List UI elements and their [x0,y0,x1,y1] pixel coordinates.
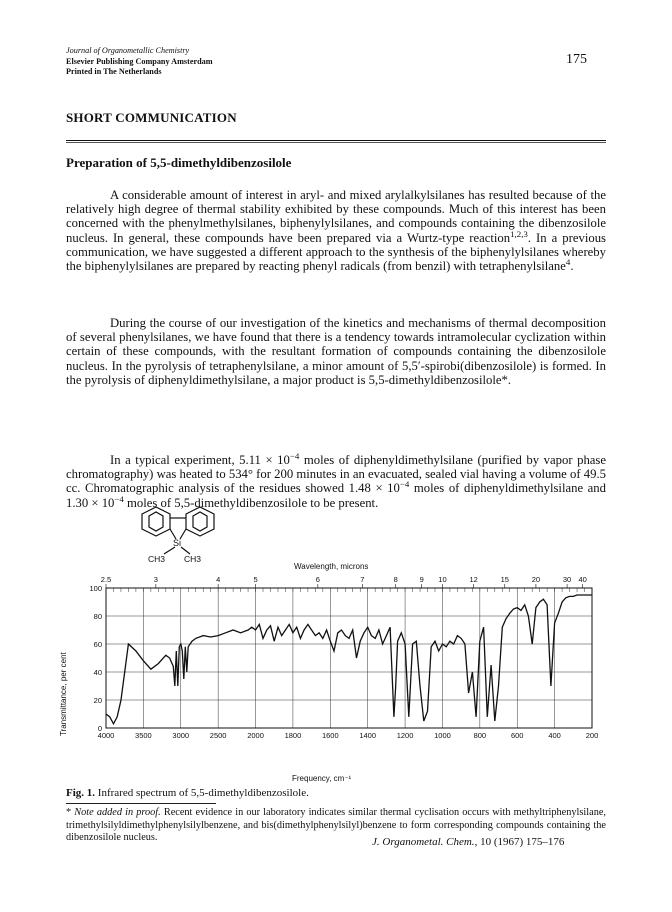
p1-text-a: A considerable amount of interest in aryl- and mixed arylalkylsilanes has resulted because of the relatively high degree of thermal stability exhibited by these compounds. Much of this interest has been concerned with the phenylmethylsilanes, biphenylylsilanes, and compounds containing the dibenzosilole nucleus. In general, these compounds have been prepared via a Wurtz-type reaction [66,188,606,245]
x-tick-label: 2500 [209,731,227,740]
dibenzosilole-structure [128,506,258,564]
top-tick-label: 30 [562,575,572,584]
footnote-marker: * [66,807,75,818]
top-tick-label: 5 [253,575,258,584]
citation-details: , 10 (1967) 175–176 [474,836,565,848]
x-axis-title: Frequency, cm⁻¹ [292,774,352,783]
citation-line [372,836,564,848]
top-tick-label: 2.5 [100,575,112,584]
x-tick-label: 1000 [434,731,451,740]
x-tick-label: 1200 [396,731,414,740]
p3-text-b: moles of diphenyldimethylsilane (purified by vapor phase chromatography) was heated to 534° for 200 minutes in an evacuated, sealed vial having a volume of 49.5 cc. Chromatographic analysis of the residues showed 1.48 × 10 [66,453,606,496]
x-tick-label: 1800 [284,731,302,740]
ir-spectrum-chart [59,560,602,785]
header-rule-thin [66,142,606,143]
p2-text-b: . [507,372,512,387]
top-tick-label: 20 [531,575,541,584]
x-tick-label: 1400 [359,731,377,740]
top-tick-label: 3 [153,575,158,584]
top-tick-label: 10 [438,575,447,584]
paragraph-3 [66,450,606,510]
y-tick-label: 0 [97,724,102,733]
top-tick-label: 12 [469,575,478,584]
top-tick-label: 15 [500,575,509,584]
x-tick-label: 3000 [172,731,190,740]
y-tick-label: 60 [93,640,102,649]
top-tick-label: 40 [578,575,587,584]
x-tick-label: 1600 [321,731,339,740]
proof-note-label: Note added in proof. [74,807,161,818]
p1-text-c: . [570,259,574,274]
top-axis-title: Wavelength, microns [294,562,369,571]
paragraph-2 [66,316,606,387]
p1-text-b: . In a previous communication, we have suggested a different approach to the synthesis of the biphenylylsilanes whereby the biphenylylsilanes are prepared by reacting phenyl radicals (from benzil) with tetraphenylsilane [66,230,606,274]
chart-ticks [89,575,598,740]
methyl-label-left: CH3 [148,554,166,564]
footnote-rule [66,803,216,804]
exponent-2: −4 [399,479,410,490]
publisher-line: Elsevier Publishing Company Amsterdam [66,56,213,66]
top-tick-label: 4 [216,575,221,584]
methyl-bond-left [164,547,175,554]
right-ring-inner [193,512,207,531]
section-label: SHORT COMMUNICATION [66,110,237,125]
top-tick-label: 7 [360,575,365,584]
p2-text-a: During the course of our investigation of the kinetics and mechanisms of thermal decomposition of several phenylsilanes, we have found that there is a tendency towards intramolecular cyclization within certain of these compounds, with the resultant formation of compounds containing the dibenzosilole nucleus. In the pyrolysis of tetraphenylsilane, a minor amount of 5,5′-spirobi(dibenzosilole) is formed. In the pyrolysis of diphenyldimethylsilane, a major product is 5,5-dimethyldibenzosilole [66,316,606,387]
p3-text-c: moles of diphenyldimethylsilane and 1.30 × 10 [66,481,606,510]
left-ring-inner [149,512,163,531]
x-tick-label: 800 [473,731,487,740]
spectrum-series-line [106,595,592,724]
figure-label: Fig. 1. [66,787,96,799]
journal-name: Journal of Organometallic Chemistry [66,46,190,55]
top-tick-label: 9 [419,575,424,584]
citation-journal: J. Organometal. Chem. [372,836,475,848]
y-tick-label: 20 [93,696,102,705]
x-tick-label: 4000 [97,731,115,740]
x-tick-label: 400 [548,731,561,740]
x-tick-label: 2000 [247,731,264,740]
methyl-label-right: CH3 [184,554,202,564]
figure-caption-text: Infrared spectrum of 5,5-dimethyldibenzosilole. [95,787,309,799]
article-title: Preparation of 5,5-dimethyldibenzosilole [66,155,292,170]
y-tick-label: 40 [93,668,102,677]
footnote-star: * [501,372,508,387]
y-axis-title: Transmittance, per cent [59,652,68,736]
ref-marker-4: 4 [565,256,571,267]
y-tick-label: 100 [89,584,102,593]
x-tick-label: 3500 [135,731,152,740]
page-number: 175 [566,52,587,67]
paragraph-1 [66,188,606,273]
footnote-text: Recent evidence in our laboratory indicates similar thermal cyclisation occurs with methyltriphenylsilane, trimethylsilyldimethylphenylsilylbenzene, and bis(dimethylphenylsilyl)benzene to form corresponding compounds containing the dibenzosilole nucleus. [66,807,606,843]
ref-marker-123: 1,2,3 [510,228,528,239]
x-tick-label: 200 [585,731,599,740]
exponent-1: −4 [289,450,300,461]
header-rule [66,140,606,141]
top-tick-label: 8 [393,575,398,584]
p3-text-d: moles of 5,5-dimethyldibenzosilole to be present. [123,495,379,510]
journal-header [66,46,213,78]
top-tick-label: 6 [315,575,320,584]
y-tick-label: 80 [93,612,102,621]
figure-caption [66,787,309,799]
printed-line: Printed in The Netherlands [66,67,162,76]
exponent-3: −4 [114,493,124,504]
x-tick-label: 600 [510,731,524,740]
methyl-bond-right [181,547,190,554]
p3-text-a: In a typical experiment, 5.11 × 10 [110,453,290,467]
si-atom-label: Si [173,538,182,548]
